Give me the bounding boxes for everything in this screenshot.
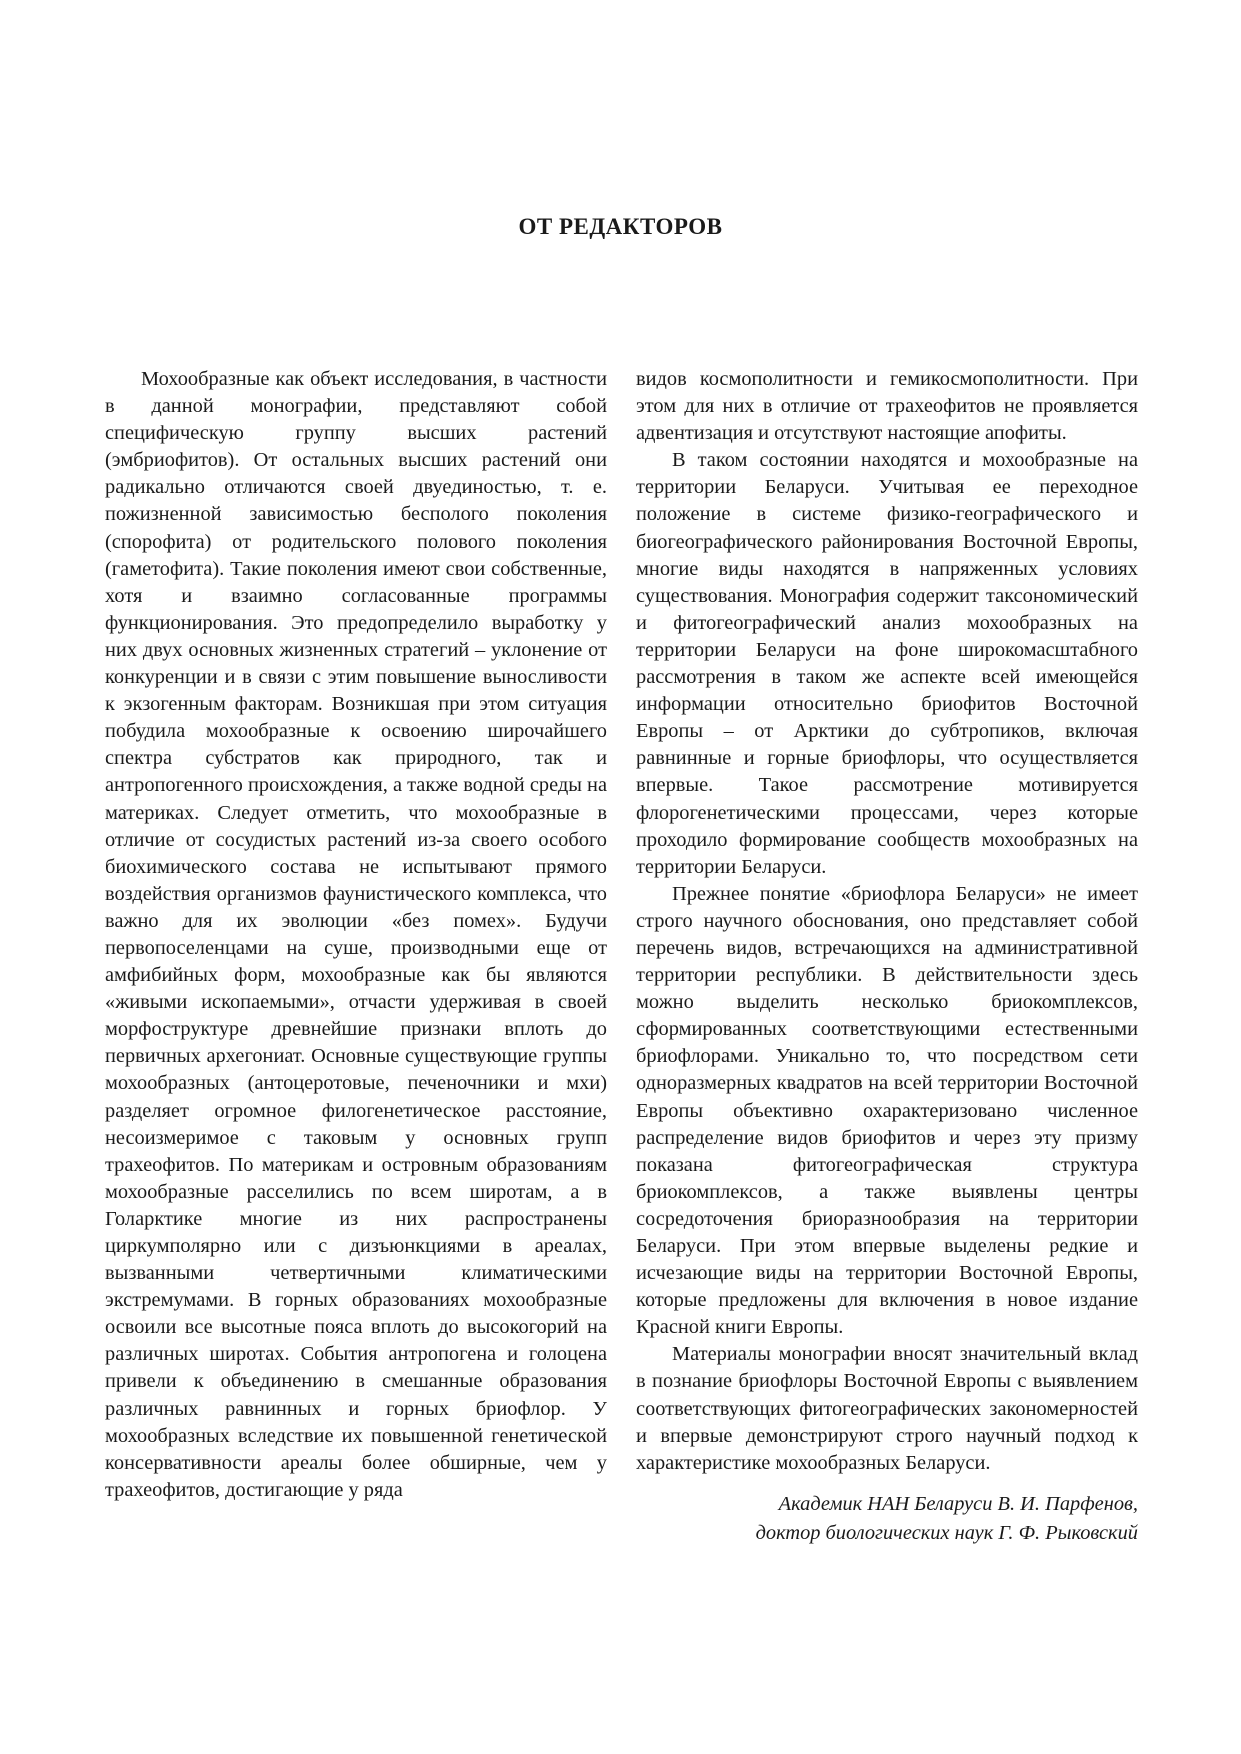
- right-column: [636, 366, 1138, 1548]
- paragraph: Прежнее понятие «бриофлора Беларуси» не имеет строго научного обоснования, оно представляет собой перечень видов, встречающихся на административной территории республики. В действительности здесь можно выделить несколько бриокомплексов, сформированных соответствующими естественными бриофлорами. Уникально то, что посредством сети одноразмерных квадратов на всей территории Восточной Европы объективно охарактеризовано численное распределение видов бриофитов и через эту призму показана фитогеографическая структура бриокомплексов, а также выявлены центры сосредоточения бриоразнообразия на территории Беларуси. При этом впервые выделены редкие и исчезающие виды на территории Восточной Европы, которые предложены для включения в новое издание Красной книги Европы.: [636, 882, 1138, 1339]
- left-column: [105, 366, 607, 1504]
- paragraph: Мохообразные как объект исследования, в частности в данной монографии, представляют собой специфическую группу высших растений (эмбриофитов). От остальных высших растений они радикально отличаются своей двуединостью, т. е. пожизненной зависимостью бесполого поколения (спорофита) от родительского полового поколения (гаметофита). Такие поколения имеют свои собственные, хотя и взаимно согласованные программы функционирования. Это предопределило выработку у них двух основных жизненных стратегий – уклонение от конкуренции и в связи с этим повышение выносливости к экзогенным факторам. Возникшая при этом ситуация побудила мохообразные к освоению широчайшего спектра субстратов как природного, так и антропогенного происхождения, а также водной среды на материках. Следует отметить, что мохообразные в отличие от сосудистых растений из-за своего особого биохимического состава не испытывают прямого воздействия организмов фаунистического комплекса, что важно для их эволюции «без помех». Будучи первопоселенцами на суше, производными еще от амфибийных форм, мохообразные как бы являются «живыми ископаемыми», отчасти удерживая в своей морфоструктуре древнейшие признаки вплоть до первичных архегониат. Основные существующие группы мохообразных (антоцеротовые, печеночники и мхи) разделяет огромное филогенетическое расстояние, несоизмеримое с таковым у основных групп трахеофитов. По материкам и островным образованиям мохообразные расселились по всем широтам, а в Голарктике многие из них распространены циркумполярно или с дизъюнкциями в ареалах, вызванными четвертичными климатическими экстремумами. В горных образованиях мохообразные освоили все высотные пояса вплоть до высокогорий на различных широтах. События антропогена и голоцена привели к объединению в смешанные образования различных равнинных и горных бриофлор. У мохообразных вследствие их повышенной генетической консервативности ареалы более обширные, чем у трахеофитов, достигающие у ряда: [105, 368, 607, 1501]
- paragraph: Материалы монографии вносят значительный вклад в познание бриофлоры Восточной Европы с выявлением соответствующих фитогеографических закономерностей и впервые демонстрируют строго научный подход к характеристике мохообразных Беларуси.: [636, 1343, 1138, 1474]
- page-title: ОТ РЕДАКТОРОВ: [518, 214, 723, 239]
- paragraph: В таком состоянии находятся и мохообразные на территории Беларуси. Учитывая ее переходное положение в системе физико-географического и биогеографического районирования Восточной Европы, многие виды находятся в напряженных условиях существования. Монография содержит таксономический и фитогеографический анализ мохообразных на территории Беларуси на фоне широкомасштабного рассмотрения в таком же аспекте всей имеющейся информации относительно бриофитов Восточной Европы – от Арктики до субтропиков, включая равнинные и горные бриофлоры, что осуществляется впервые. Такое рассмотрение мотивируется флорогенетическими процессами, через которые проходило формирование сообществ мохообразных на территории Беларуси.: [636, 449, 1138, 878]
- signature-line: доктор биологических наук Г. Ф. Рыковский: [755, 1521, 1138, 1544]
- signature: [636, 1490, 1138, 1548]
- signature-line: Академик НАН Беларуси В. И. Парфенов,: [778, 1492, 1138, 1515]
- paragraph-continuation: видов космополитности и гемикосмополитности. При этом для них в отличие от трахеофитов не проявляется адвентизация и отсутствуют настоящие апофиты.: [636, 368, 1138, 445]
